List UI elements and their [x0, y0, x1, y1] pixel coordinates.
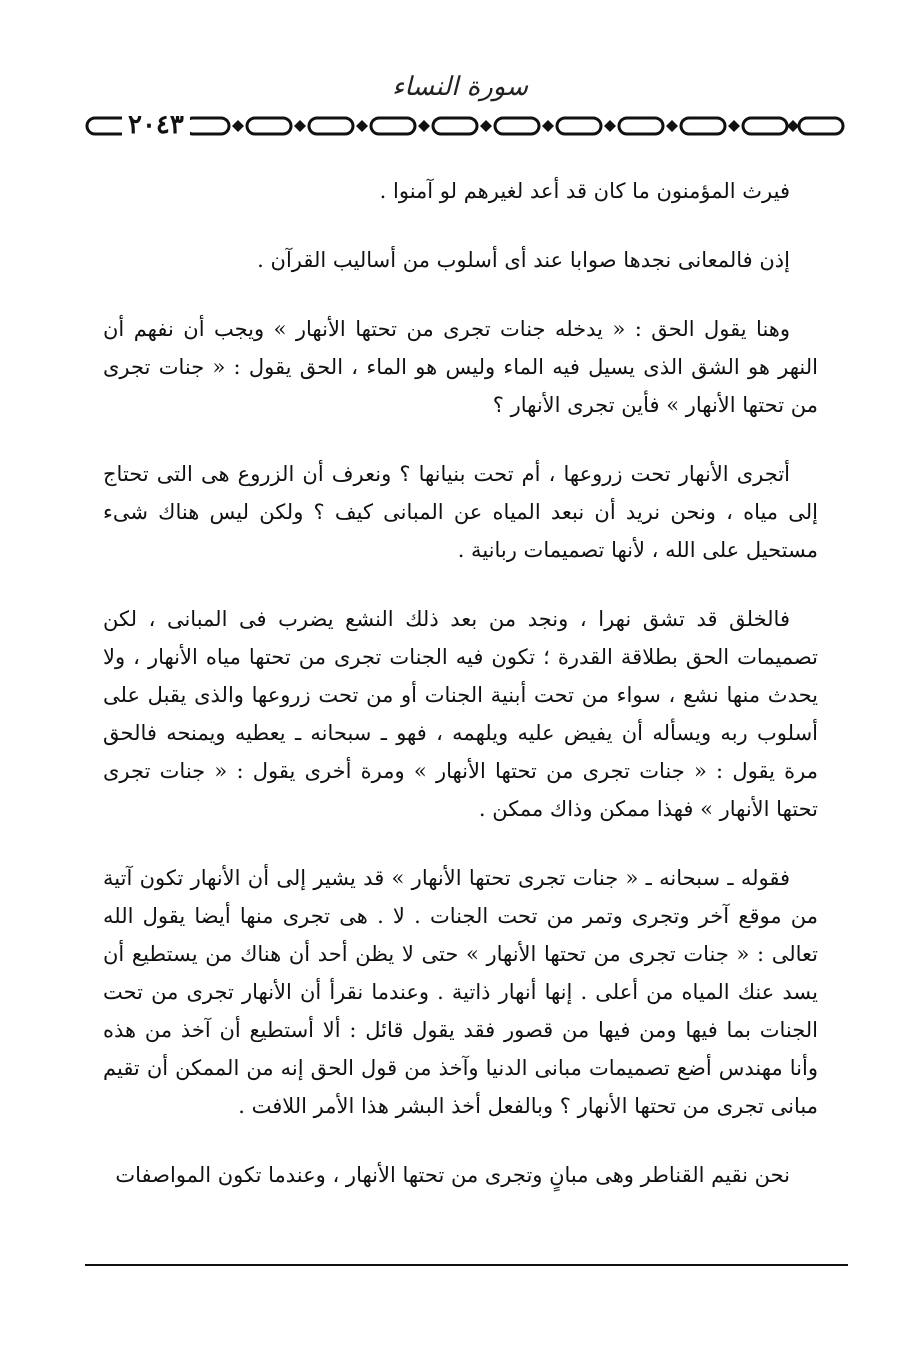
body-text: [103, 172, 818, 1194]
paragraph: فيرث المؤمنون ما كان قد أعد لغيرهم لو آمنوا .: [379, 179, 790, 203]
paragraph: فالخلق قد تشق نهرا ، ونجد من بعد ذلك النشع يضرب فى المبانى ، لكن تصميمات الحق بطلاقة القدرة ؛ تكون فيه الجنات تجرى من تحتها مياه الأنهار ، ولا يحدث منها نشع ، سواء من تحت أبنية الجنات أو من تحت زروعها والذى يقبل على أسلوب ربه ويسأله أن يفيض عليه ويلهمه ، فهو ـ سبحانه ـ يعطيه ويمنحه فالحق مرة يقول : « جنات تجرى من تحتها الأنهار » ومرة أخرى يقول : « جنات تجرى تحتها الأنهار » فهذا ممكن وذاك ممكن .: [103, 607, 818, 821]
paragraph: وهنا يقول الحق : « يدخله جنات تجرى من تحتها الأنهار » ويجب أن نفهم أن النهر هو الشق الذى يسيل فيه الماء وليس هو الماء ، الحق يقول : « جنات تجرى من تحتها الأنهار » فأين تجرى الأنهار ؟: [103, 317, 818, 417]
paragraph: نحن نقيم القناطر وهى مبانٍ وتجرى من تحتها الأنهار ، وعندما تكون المواصفات: [115, 1163, 790, 1187]
paragraph: فقوله ـ سبحانه ـ « جنات تجرى تحتها الأنهار » قد يشير إلى أن الأنهار تكون آتية من موقع آخر وتجرى وتمر من تحت الجنات . لا . هى تجرى منها أيضا يقول الله تعالى : « جنات تجرى من تحتها الأنهار » حتى لا يظن أحد أن هناك من يستطيع أن يسد عنك المياه من أعلى . إنها أنهار ذاتية . وعندما نقرأ أن الأنهار تجرى من تحت الجنات بما فيها ومن فيها من قصور فقد يقول قائل : ألا أستطيع أن آخذ من هذه وأنا مهندس أضع تصميمات مبانى الدنيا وآخذ من قول الحق إنه من الممكن أن تقيم مبانى تجرى من تحتها الأنهار ؟ وبالفعل أخذ البشر هذا الأمر اللافت .: [103, 866, 818, 1118]
page-number: ٢٠٤٣: [122, 108, 190, 142]
ornamental-rule: [85, 110, 845, 142]
paragraph: أتجرى الأنهار تحت زروعها ، أم تحت بنيانها ؟ ونعرف أن الزروع هى التى تحتاج إلى مياه ، ونحن نريد أن نبعد المياه عن المبانى كيف ؟ ولكن ليس هناك شىء مستحيل على الله ، لأنها تصميمات ربانية .: [103, 462, 818, 562]
footer-rule: [85, 1264, 848, 1266]
page-header: [0, 0, 920, 150]
surah-title: سورة النساء: [392, 72, 528, 102]
paragraph: إذن فالمعانى نجدها صوابا عند أى أسلوب من أساليب القرآن .: [257, 248, 790, 272]
